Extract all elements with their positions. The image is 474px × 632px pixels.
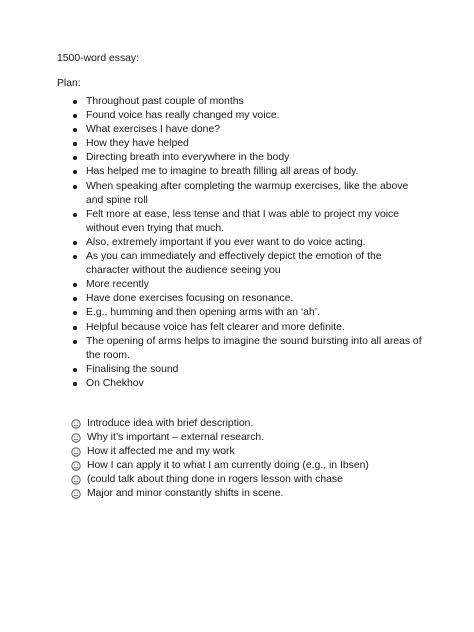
outline-item-text: How I can apply it to what I am currently doing (e.g., in Ibsen) xyxy=(87,460,369,472)
plan-bullet-item: How they have helped xyxy=(57,137,427,151)
plan-bullet-item: Felt more at ease, less tense and that I was able to project my voice without even trying that much. xyxy=(57,208,427,236)
plan-bullet-item: E.g., humming and then opening arms with an ‘ah’. xyxy=(57,306,427,320)
plan-bullet-item: Found voice has really changed my voice. xyxy=(57,109,427,123)
smiley-face-icon xyxy=(71,419,81,429)
outline-item xyxy=(71,445,431,459)
outline-item-text: How it affected me and my work xyxy=(87,446,235,458)
outline-list xyxy=(71,417,431,502)
plan-bullet-item: Also, extremely important if you ever want to do voice acting. xyxy=(57,236,427,250)
plan-label: Plan: xyxy=(57,78,81,89)
smiley-face-icon xyxy=(71,433,81,443)
outline-item xyxy=(71,459,431,473)
outline-item xyxy=(71,487,431,501)
plan-bullet-item: The opening of arms helps to imagine the sound bursting into all areas of the room. xyxy=(57,335,427,363)
essay-title: 1500-word essay: xyxy=(57,53,140,64)
plan-bullet-item: Throughout past couple of months xyxy=(57,95,427,109)
plan-bullet-item: Have done exercises focusing on resonance. xyxy=(57,292,427,306)
plan-bullet-item: Finalising the sound xyxy=(57,363,427,377)
plan-bullet-item: Has helped me to imagine to breath filling all areas of body. xyxy=(57,165,427,179)
plan-bullet-item: What exercises I have done? xyxy=(57,123,427,137)
plan-bullet-item: Helpful because voice has felt clearer and more definite. xyxy=(57,321,427,335)
outline-item-text: Why it’s important – external research. xyxy=(87,432,265,444)
outline-item-text: Major and minor constantly shifts in scene. xyxy=(87,488,284,500)
smiley-face-icon xyxy=(71,489,81,499)
plan-bullet-list xyxy=(57,95,427,391)
outline-item xyxy=(71,417,431,431)
plan-bullet-item: As you can immediately and effectively depict the emotion of the character without the audience seeing you xyxy=(57,250,427,278)
smiley-face-icon xyxy=(71,447,81,457)
plan-bullet-item: On Chekhov xyxy=(57,377,427,391)
outline-item xyxy=(71,473,431,487)
outline-item-text: Introduce idea with brief description. xyxy=(87,418,254,429)
smiley-face-icon xyxy=(71,461,81,471)
outline-item-text: (could talk about thing done in rogers lesson with chase xyxy=(87,474,343,486)
plan-bullet-item: When speaking after completing the warmup exercises, like the above and spine roll xyxy=(57,180,427,208)
plan-bullet-item: Directing breath into everywhere in the body xyxy=(57,151,427,165)
smiley-face-icon xyxy=(71,475,81,485)
outline-item xyxy=(71,431,431,445)
plan-bullet-item: More recently xyxy=(57,278,427,292)
